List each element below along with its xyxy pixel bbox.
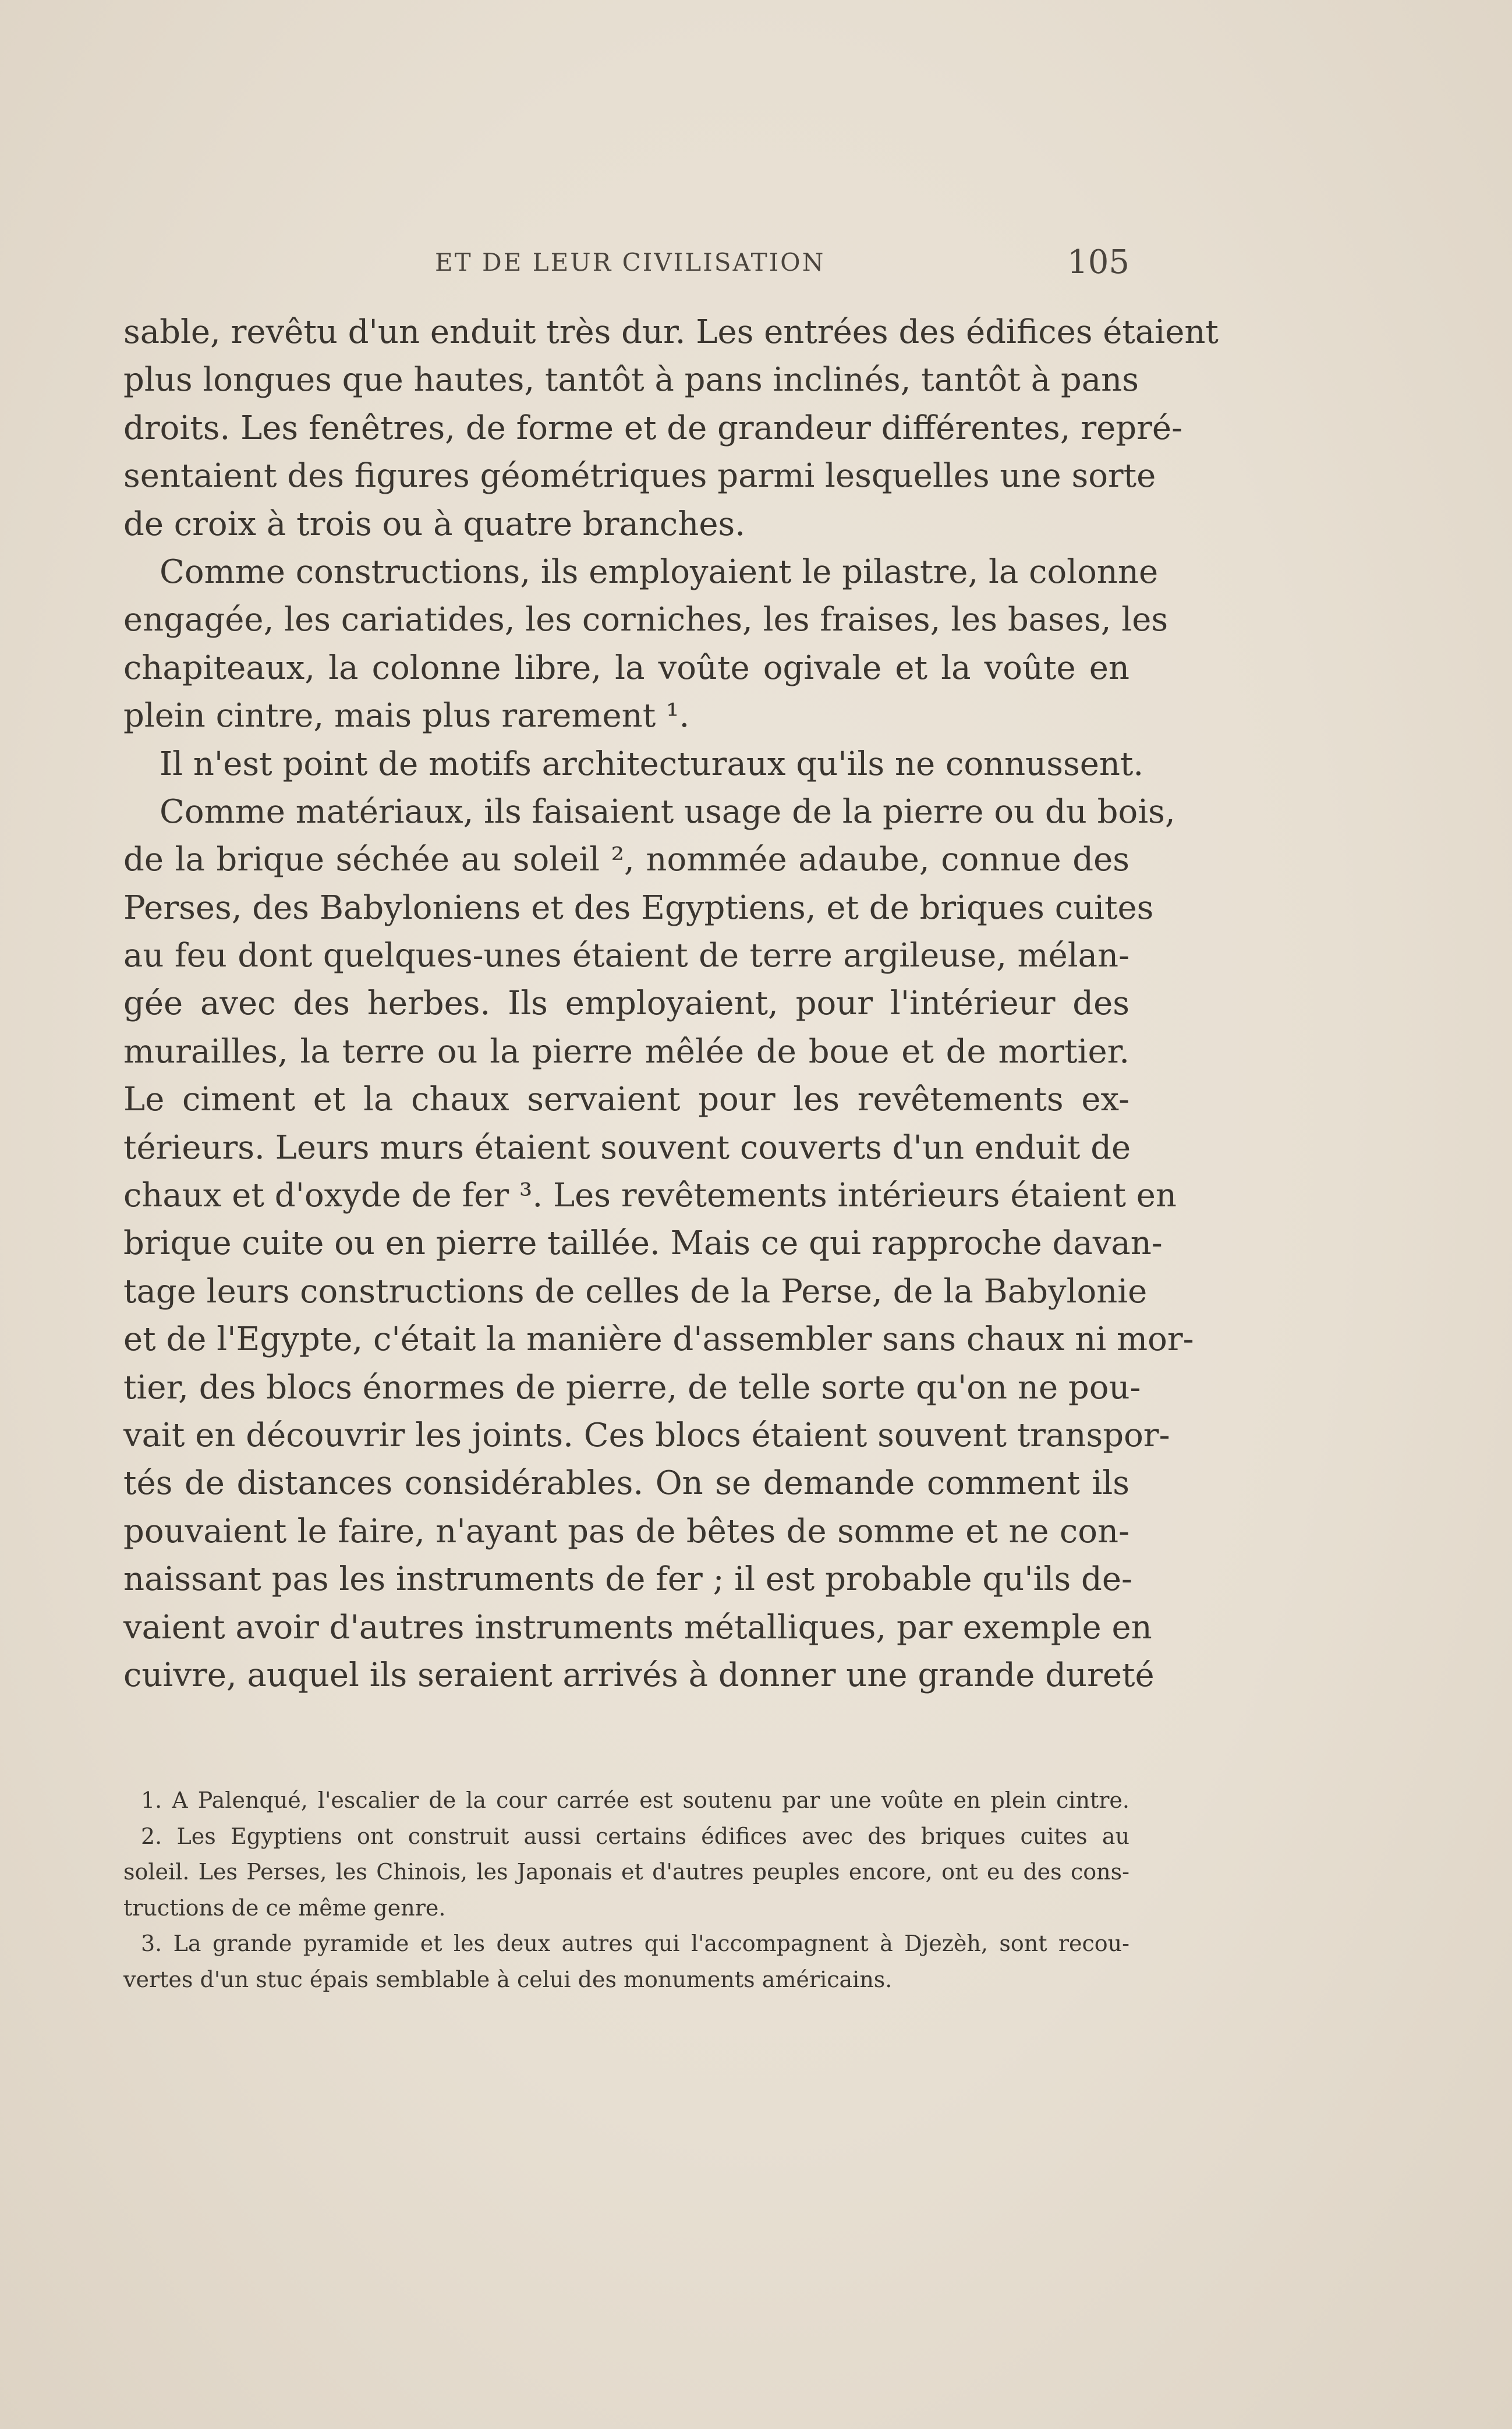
text-line: Il n'est point de motifs architecturaux qu'ils ne connussent. <box>160 745 1144 783</box>
text-line: tés de distances considérables. On se demande comment ils <box>123 1464 1129 1503</box>
text-line: sentaient des figures géométriques parmi lesquelles une sorte <box>123 457 1156 495</box>
text-line: naissant pas les instruments de fer ; il est probable qu'ils de- <box>123 1560 1132 1599</box>
text-line: gée avec des herbes. Ils employaient, pour l'intérieur des <box>123 985 1129 1023</box>
footnote-line: 2. Les Egyptiens ont construit aussi certains édifices avec des briques cuites au <box>141 1823 1129 1849</box>
text-line: plein cintre, mais plus rarement ¹. <box>123 697 690 735</box>
footnote-line: tructions de ce même genre. <box>123 1895 446 1921</box>
text-line: plus longues que hautes, tantôt à pans inclinés, tantôt à pans <box>123 361 1139 399</box>
text-line: murailles, la terre ou la pierre mêlée de boue et de mortier. <box>123 1032 1129 1071</box>
running-header <box>123 243 1129 284</box>
text-line: chaux et d'oxyde de fer ³. Les revêtements intérieurs étaient en <box>123 1177 1177 1215</box>
running-title: ET DE LEUR CIVILISATION <box>435 248 826 277</box>
text-line: au feu dont quelques-unes étaient de terre argileuse, mélan- <box>123 937 1129 975</box>
text-line: Le ciment et la chaux servaient pour les revêtements ex- <box>123 1081 1129 1119</box>
text-line: vaient avoir d'autres instruments métalliques, par exemple en <box>123 1608 1152 1647</box>
main-text <box>123 309 1219 1699</box>
text-line: térieurs. Leurs murs étaient souvent couverts d'un enduit de <box>123 1128 1131 1167</box>
text-line: de croix à trois ou à quatre branches. <box>123 505 746 543</box>
footnote-line: 3. La grande pyramide et les deux autres qui l'accompagnent à Djezèh, sont recou- <box>141 1931 1129 1956</box>
footnote-line: vertes d'un stuc épais semblable à celui des monuments américains. <box>123 1966 893 1992</box>
text-line: Perses, des Babyloniens et des Egyptiens, et de briques cuites <box>123 888 1154 927</box>
footnote-line: soleil. Les Perses, les Chinois, les Japonais et d'autres peuples encore, ont eu des cons- <box>123 1859 1129 1885</box>
text-line: chapiteaux, la colonne libre, la voûte ogivale et la voûte en <box>123 649 1129 687</box>
text-line: engagée, les cariatides, les corniches, les fraises, les bases, les <box>123 601 1168 639</box>
text-line: cuivre, auquel ils seraient arrivés à donner une grande dureté <box>123 1656 1155 1694</box>
text-line: vait en découvrir les joints. Ces blocs étaient souvent transpor- <box>123 1416 1170 1454</box>
text-line: tage leurs constructions de celles de la Perse, de la Babylonie <box>123 1272 1148 1311</box>
text-line: brique cuite ou en pierre taillée. Mais ce qui rapproche davan- <box>123 1224 1163 1263</box>
text-line: Comme constructions, ils employaient le pilastre, la colonne <box>160 553 1159 591</box>
text-line: et de l'Egypte, c'était la manière d'assembler sans chaux ni mor- <box>123 1320 1194 1359</box>
text-line: droits. Les fenêtres, de forme et de grandeur différentes, repré- <box>123 409 1182 447</box>
page-number: 105 <box>1067 243 1129 281</box>
text-line: pouvaient le faire, n'ayant pas de bêtes de somme et ne con- <box>123 1512 1129 1550</box>
text-line: de la brique séchée au soleil ², nommée adaube, connue des <box>123 841 1129 879</box>
text-line: Comme matériaux, ils faisaient usage de la pierre ou du bois, <box>160 792 1175 831</box>
text-line: tier, des blocs énormes de pierre, de telle sorte qu'on ne pou- <box>123 1368 1141 1407</box>
text-line: sable, revêtu d'un enduit très dur. Les entrées des édifices étaient <box>123 313 1219 351</box>
footnote-line: 1. A Palenqué, l'escalier de la cour carrée est soutenu par une voûte en plein cintre. <box>141 1787 1129 1813</box>
footnotes <box>123 1783 1129 1998</box>
